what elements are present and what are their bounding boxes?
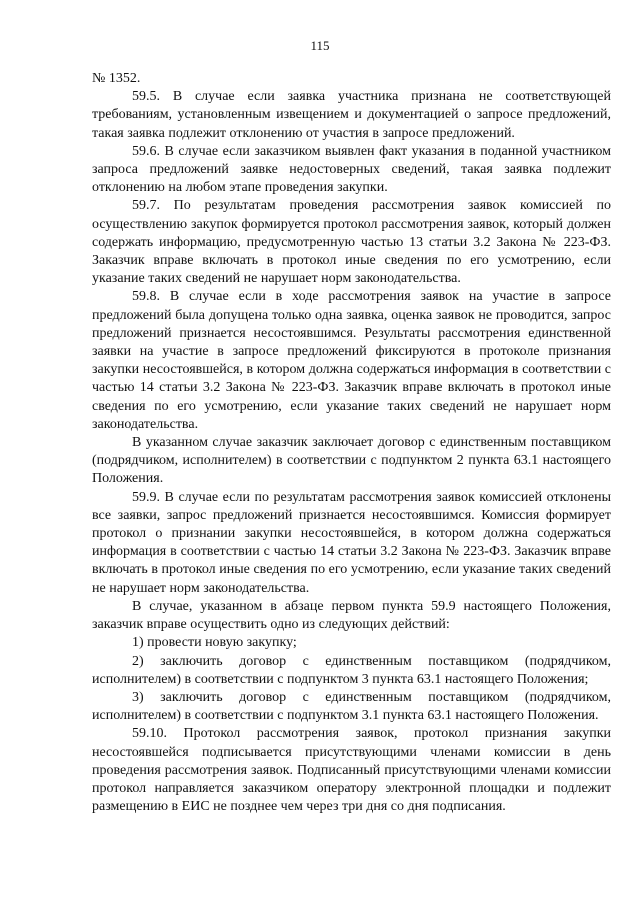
page-number: 115 <box>310 38 330 53</box>
paragraph-59-5: 59.5. В случае если заявка участника признана не соответствующей требованиям, установленным извещением и документацией о запросе предложений, такая заявка подлежит отклонению от участия в запросе предложений. <box>92 89 611 141</box>
paragraph-59-10: 59.10. Протокол рассмотрения заявок, протокол признания закупки несостоявшейся подписывается присутствующими членами комиссии в день проведения рассмотрения заявок. Подписанный присутствующими членами комиссии протокол направляется заказчиком оператору электронной площадки и подлежит размещению в ЕИС не позднее чем через три дня со дня подписания. <box>92 726 611 815</box>
paragraph-59-6: 59.6. В случае если заказчиком выявлен факт указания в поданной участником запроса предложений заявке недостоверных сведений, такая заявка подлежит отклонению на любом этапе проведения закупки. <box>92 143 611 196</box>
paragraph-59-9-second: В случае, указанном в абзаце первом пункта 59.9 настоящего Положения, заказчик вправе осуществить одно из следующих действий: <box>92 598 611 633</box>
document-body <box>92 70 611 816</box>
list-item-3: 3) заключить договор с единственным поставщиком (подрядчиком, исполнителем) в соответствии с подпунктом 3.1 пункта 63.1 настоящего Положения. <box>92 689 611 724</box>
paragraph-59-8: 59.8. В случае если в ходе рассмотрения заявок на участие в запросе предложений была допущена только одна заявка, оценка заявок не проводится, запрос предложений признается несостоявшимся. Результаты рассмотрения единственной заявки на участие в запросе предложений фиксируются в протоколе признания закупки несостоявшейся, в котором должна содержаться информация в соответствии с частью 14 статьи 3.2 Закона № 223-ФЗ. Заказчик вправе включать в протокол иные сведения по его усмотрению, если указание таких сведений не нарушает норм законодательства. <box>92 289 611 432</box>
list-item-1: 1) провести новую закупку; <box>132 635 297 651</box>
paragraph-continuation: № 1352. <box>92 71 141 86</box>
list-item-2: 2) заключить договор с единственным поставщиком (подрядчиком, исполнителем) в соответствии с подпунктом 3 пункта 63.1 настоящего Положения; <box>92 653 611 687</box>
paragraph-59-9: 59.9. В случае если по результатам рассмотрения заявок комиссией отклонены все заявки, запрос предложений признается несостоявшимся. Комиссия формирует протокол о признании закупки несостоявшейся, в котором должна содержаться информация в соответствии с частью 14 статьи 3.2 Закона № 223-ФЗ. Заказчик вправе включать в протокол иные сведения по его усмотрению, если указание таких сведений не нарушает норм законодательства. <box>92 489 611 596</box>
paragraph-59-7: 59.7. По результатам проведения рассмотрения заявок комиссией по осуществлению закупок формируется протокол рассмотрения заявок, который должен содержать информацию, предусмотренную частью 13 статьи 3.2 Закона № 223-ФЗ. Заказчик вправе включать в протокол иные сведения по его усмотрению, если указание таких сведений не нарушает норм законодательства. <box>92 198 611 287</box>
paragraph-59-8-second: В указанном случае заказчик заключает договор с единственным поставщиком (подрядчиком, исполнителем) в соответствии с подпунктом 2 пункта 63.1 настоящего Положения. <box>92 435 611 487</box>
